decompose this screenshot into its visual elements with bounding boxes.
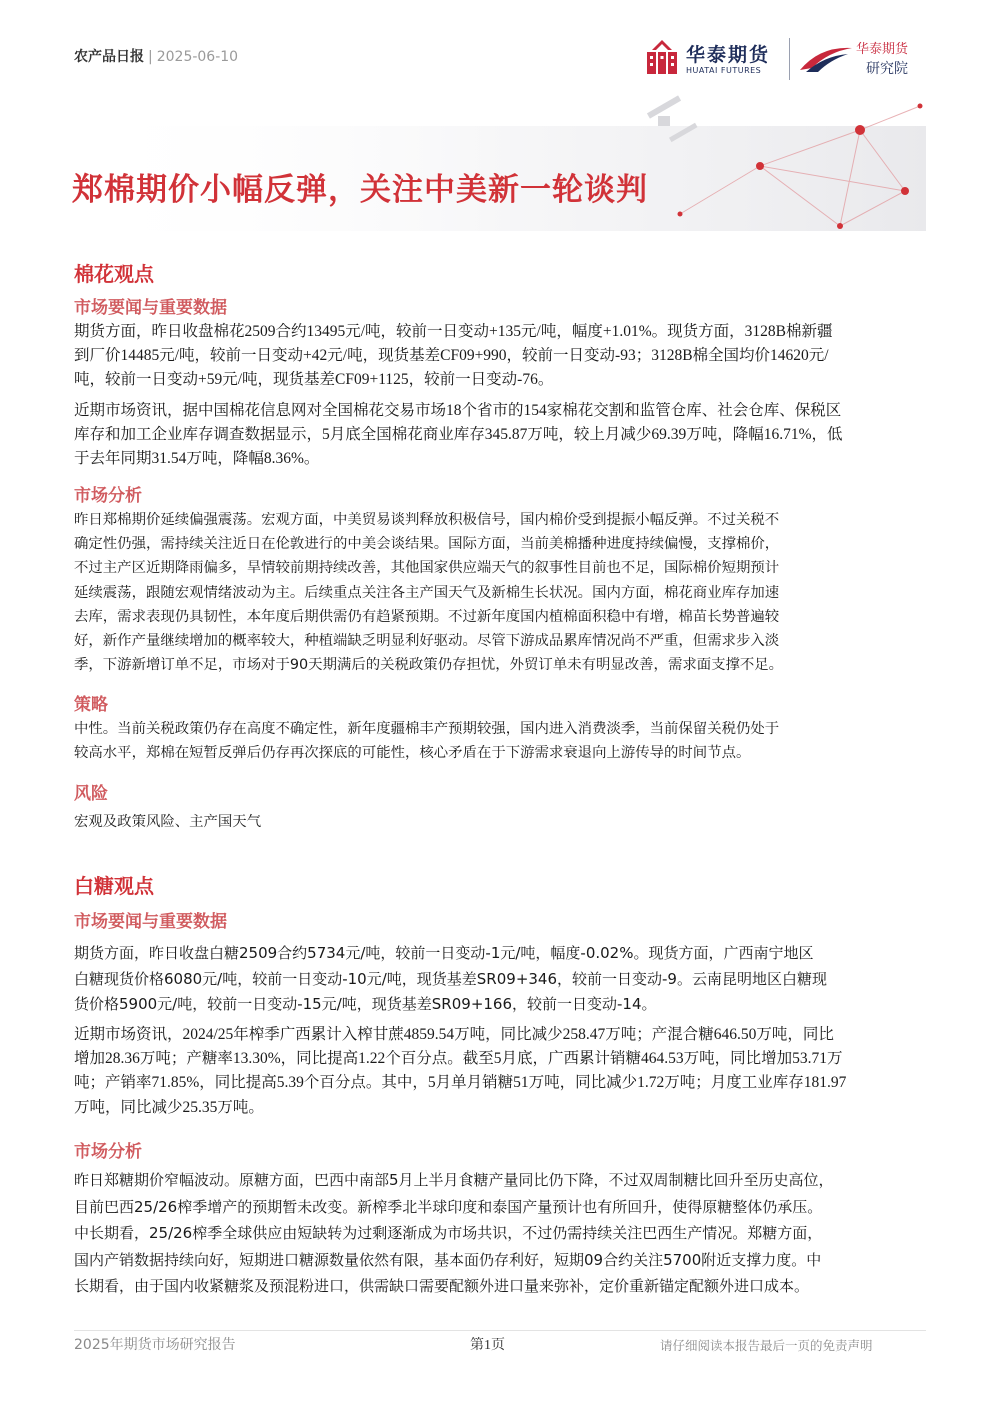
cotton-strategy-paragraph xyxy=(74,717,940,765)
sugar-analysis-heading: 市场分析 xyxy=(74,1142,142,1162)
logo-text-cn: 华泰期货 xyxy=(686,44,771,66)
cotton-news-paragraph-1 xyxy=(74,320,940,393)
huatai-logo-icon xyxy=(644,38,680,76)
text-line: 期货方面，昨日收盘棉花2509合约13495元/吨，较前一日变动+135元/吨，幅度+1.01%。现货方面，3128B棉新疆 xyxy=(74,323,833,340)
text-line: 延续震荡，跟随宏观情绪波动为主。后续重点关注各主产国天气及新棉生长状况。国内方面，棉花商业库存加速 xyxy=(74,584,780,601)
institute-name-line1: 华泰期货 xyxy=(856,42,909,57)
text-line: 增加28.36万吨；产糖率13.30%，同比提高1.22个百分点。截至5月底，广西累计销糖464.53万吨，同比增加53.71万 xyxy=(74,1050,843,1068)
text-line: 白糖现货价格6080元/吨，较前一日变动-10元/吨，现货基差SR09+346，较前一日变动-9。云南昆明地区白糖现 xyxy=(74,969,827,988)
cotton-news-paragraph-2 xyxy=(74,399,940,472)
sugar-news-paragraph-2 xyxy=(74,1023,940,1120)
text-line: 目前巴西25/26榨季增产的预期暂未改变。新榨季北半球印度和泰国产量预计也有所回升，使得原糖整体仍承压。 xyxy=(74,1197,823,1216)
report-title: 郑棉期价小幅反弹，关注中美新一轮谈判 xyxy=(72,172,648,208)
text-line: 库存和加工企业库存调查数据显示，5月底全国棉花商业库存345.87万吨，较上月减少69.39万吨，降幅16.71%，低 xyxy=(74,426,843,444)
text-line: 昨日郑棉期价延续偏强震荡。宏观方面，中美贸易谈判释放积极信号，国内棉价受到提振小幅反弹。不过关税不 xyxy=(74,512,780,528)
footer-divider xyxy=(74,1330,926,1331)
text-line: 国内产销数据持续向好，短期进口糖源数量依然有限，基本面仍存利好，短期09合约关注5700附近支撑力度。中 xyxy=(74,1250,822,1269)
cotton-section-title: 棉花观点 xyxy=(74,262,154,286)
text-line: 近期市场资讯，2024/25年榨季广西累计入榨甘蔗4859.54万吨，同比减少258.47万吨；产混合糖646.50万吨，同比 xyxy=(74,1026,834,1043)
report-date: 2025-06-10 xyxy=(156,49,239,65)
cotton-analysis-heading: 市场分析 xyxy=(74,486,142,506)
logo-divider xyxy=(789,38,790,80)
page-number: 第1页 xyxy=(470,1338,505,1353)
cotton-risk-heading: 风险 xyxy=(74,784,108,804)
footer-report-name: 2025年期货市场研究报告 xyxy=(74,1337,236,1353)
text-line: 到厂价14485元/吨，较前一日变动+42元/吨，现货基差CF09+990，较前一日变动-93；3128B棉全国均价14620元/ xyxy=(74,347,829,365)
text-line: 中性。当前关税政策仍存在高度不确定性，新年度疆棉丰产预期较强，国内进入消费淡季，当前保留关税仍处于 xyxy=(74,721,780,737)
text-line: 去库，需求表现仍具韧性，本年度后期供需仍有趋紧预期。不过新年度国内植棉面积稳中有增，棉苗长势普遍较 xyxy=(74,608,780,625)
text-line: 宏观及政策风险、主产国天气 xyxy=(74,814,262,830)
text-line: 万吨，同比减少25.35万吨。 xyxy=(74,1098,264,1116)
text-line: 较高水平，郑棉在短暂反弹后仍存再次探底的可能性，核心矛盾在于下游需求衰退向上游传导的时间节点。 xyxy=(74,745,751,762)
text-line: 货价格5900元/吨，较前一日变动-15元/吨，现货基差SR09+166，较前一日变动-14。 xyxy=(74,995,657,1013)
institute-name-line2: 研究院 xyxy=(866,61,908,77)
text-line: 吨，较前一日变动+59元/吨，现货基差CF09+1125，较前一日变动-76。 xyxy=(74,371,554,389)
title-banner-graphic xyxy=(0,86,992,236)
logo-text-en: HUATAI FUTURES xyxy=(686,66,762,75)
sugar-analysis-paragraph xyxy=(74,1167,940,1300)
cotton-strategy-heading: 策略 xyxy=(74,695,108,715)
sugar-section-title: 白糖观点 xyxy=(74,874,154,898)
huatai-logo xyxy=(644,38,784,80)
institute-logo xyxy=(798,38,928,80)
text-line: 吨；产销率71.85%，同比提高5.39个百分点。其中，5月单月销糖51万吨，同比减少1.72万吨；月度工业库存181.97 xyxy=(74,1074,847,1092)
footer-disclaimer-note: 请仔细阅读本报告最后一页的免责声明 xyxy=(660,1338,873,1353)
cotton-analysis-paragraph xyxy=(74,508,940,677)
text-line: 近期市场资讯，据中国棉花信息网对全国棉花交易市场18个省市的154家棉花交割和监管仓库、社会仓库、保税区 xyxy=(74,402,842,419)
cotton-news-heading: 市场要闻与重要数据 xyxy=(74,298,227,318)
text-line: 于去年同期31.54万吨，降幅8.36%。 xyxy=(74,450,320,468)
text-line: 季，下游新增订单不足，市场对于90天期满后的关税政策仍存担忧，外贸订单未有明显改善，需求面支撑不足。 xyxy=(74,657,784,674)
text-line: 不过主产区近期降雨偏多，旱情较前期持续改善，其他国家供应端天气的叙事性目前也不足，国际棉价短期预计 xyxy=(74,560,780,577)
text-line: 好，新作产量继续增加的概率较大，种植端缺乏明显利好驱动。尽管下游成品累库情况尚不严重，但需求步入淡 xyxy=(74,633,780,650)
text-line: 期货方面，昨日收盘白糖2509合约5734元/吨，较前一日变动-1元/吨，幅度-0.02%。现货方面，广西南宁地区 xyxy=(74,944,814,962)
header-separator: | xyxy=(148,49,153,65)
text-line: 长期看，由于国内收紧糖浆及预混粉进口，供需缺口需要配额外进口量来弥补，定价重新锚定配额外进口成本。 xyxy=(74,1277,810,1295)
report-header xyxy=(74,46,238,66)
sugar-news-paragraph-1 xyxy=(74,941,940,1018)
text-line: 昨日郑糖期价窄幅波动。原糖方面，巴西中南部5月上半月食糖产量同比仍下降，不过双周制糖比回升至历史高位， xyxy=(74,1171,834,1189)
report-type: 农产品日报 xyxy=(74,49,144,65)
sugar-news-heading: 市场要闻与重要数据 xyxy=(74,912,227,932)
text-line: 中长期看，25/26榨季全球供应由短缺转为过剩逐渐成为市场共识，不过仍需持续关注巴西生产情况。郑糖方面， xyxy=(74,1224,823,1242)
text-line: 确定性仍强，需持续关注近日在伦敦进行的中美会谈结果。国际方面，当前美棉播种进度持续偏慢，支撑棉价， xyxy=(74,536,780,553)
cotton-risk-paragraph xyxy=(74,810,940,834)
institute-swoosh-icon xyxy=(798,42,854,74)
